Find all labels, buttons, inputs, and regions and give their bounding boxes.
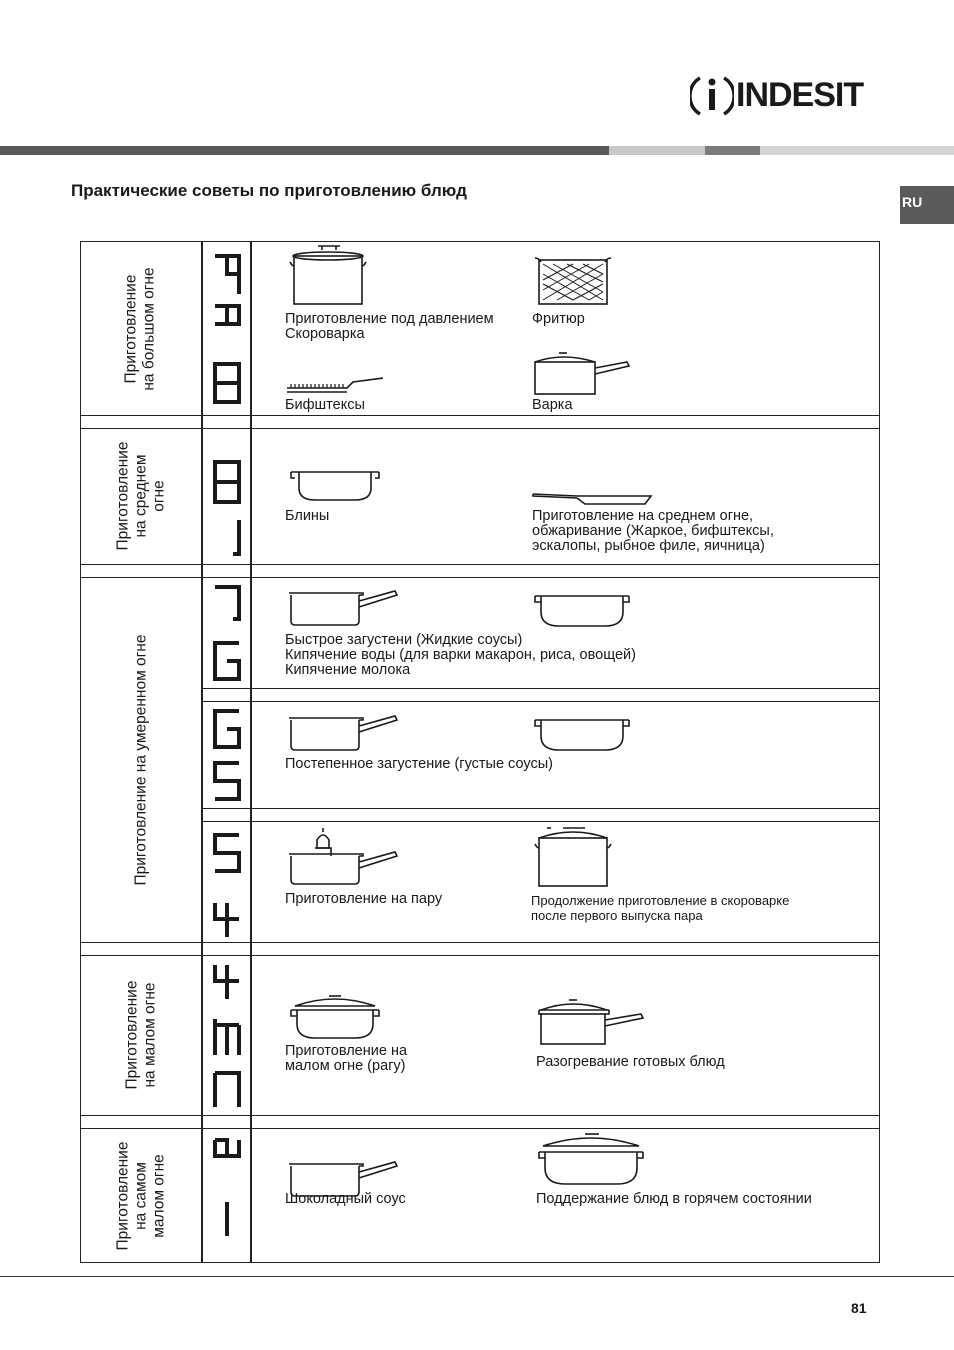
grill-pan-icon bbox=[285, 374, 385, 399]
header-bar-light-2 bbox=[760, 146, 954, 155]
saucepan-icon bbox=[287, 587, 399, 632]
pot-icon bbox=[533, 714, 631, 759]
label-gradual-thickening: Постепенное загустение (густые соусы) bbox=[285, 756, 553, 772]
label-pancakes: Блины bbox=[285, 508, 330, 524]
category-very-low-heat: Приготовление на самом малом огне bbox=[113, 1141, 167, 1250]
separator bbox=[81, 564, 879, 565]
saucepan-lid-icon bbox=[531, 350, 631, 401]
footer-rule bbox=[0, 1276, 954, 1277]
saucepan-icon bbox=[287, 712, 399, 757]
logo-mark-icon bbox=[690, 70, 734, 120]
heat-level-digits bbox=[203, 577, 251, 688]
heat-level-digits bbox=[203, 821, 251, 942]
category-low-heat: Приготовление на малом огне bbox=[122, 980, 158, 1090]
brand-logo bbox=[690, 70, 880, 120]
pot-icon bbox=[533, 590, 631, 635]
saucepan-lid-icon bbox=[537, 996, 647, 1051]
category-moderate-heat: Приготовление на умеренном огне bbox=[132, 634, 150, 885]
deep-fryer-icon bbox=[533, 256, 613, 313]
page-number: 81 bbox=[851, 1300, 867, 1316]
separator bbox=[81, 1115, 879, 1116]
heat-level-digits bbox=[203, 1128, 251, 1263]
label-pressure-continue: Продолжение приготовление в скороварке после первого выпуска пара bbox=[531, 893, 790, 923]
pressure-cooker-icon bbox=[533, 824, 613, 895]
header-bar-light bbox=[609, 146, 705, 155]
casserole-lid-icon bbox=[537, 1130, 647, 1193]
page-title: Практические советы по приготовлению блюд bbox=[71, 181, 467, 200]
label-boiling: Варка bbox=[532, 397, 573, 413]
separator bbox=[81, 942, 879, 943]
label-chocolate-sauce: Шоколадный соус bbox=[285, 1191, 406, 1207]
heat-level-digits bbox=[203, 242, 251, 415]
shallow-pan-icon bbox=[287, 464, 383, 509]
label-stew: Приготовление на малом огне (рагу) bbox=[285, 1043, 408, 1074]
label-keeping-warm: Поддержание блюд в горячем состоянии bbox=[536, 1191, 812, 1207]
label-pressure-cooking: Приготовление под давлением Скороварка bbox=[285, 311, 494, 342]
heat-level-digits bbox=[203, 955, 251, 1115]
label-medium-frying: Приготовление на среднем огне, обжаривание (Жаркое, бифштексы, эскалопы, рыбное филе, яичница) bbox=[532, 508, 774, 554]
separator bbox=[201, 688, 879, 689]
header-bar-mid bbox=[705, 146, 760, 155]
steamer-icon bbox=[287, 826, 399, 893]
heat-level-digits bbox=[203, 428, 251, 564]
separator bbox=[201, 701, 879, 702]
category-high-heat: Приготовление на большом огне bbox=[123, 266, 158, 391]
casserole-lid-icon bbox=[287, 992, 383, 1047]
label-steaming: Приготовление на пару bbox=[285, 891, 443, 907]
separator bbox=[201, 821, 879, 822]
heat-level-digits bbox=[203, 701, 251, 808]
cooking-tips-table bbox=[80, 241, 880, 1263]
label-reheating: Разогревание готовых блюд bbox=[536, 1054, 725, 1070]
label-deep-frying: Фритюр bbox=[532, 311, 585, 327]
brand-name: INDESIT bbox=[736, 76, 864, 114]
category-medium-heat: Приготовление на среднем огне bbox=[113, 441, 167, 551]
label-steaks: Бифштексы bbox=[285, 397, 365, 413]
language-tab: RU bbox=[900, 186, 954, 224]
header-bar-dark bbox=[0, 146, 609, 155]
separator bbox=[201, 808, 879, 809]
separator bbox=[81, 415, 879, 416]
pressure-cooker-icon bbox=[288, 242, 368, 313]
label-fast-thickening: Быстрое загустени (Жидкие соусы) Кипячение воды (для варки макарон, риса, овощей) Кипячение молока bbox=[285, 632, 636, 678]
